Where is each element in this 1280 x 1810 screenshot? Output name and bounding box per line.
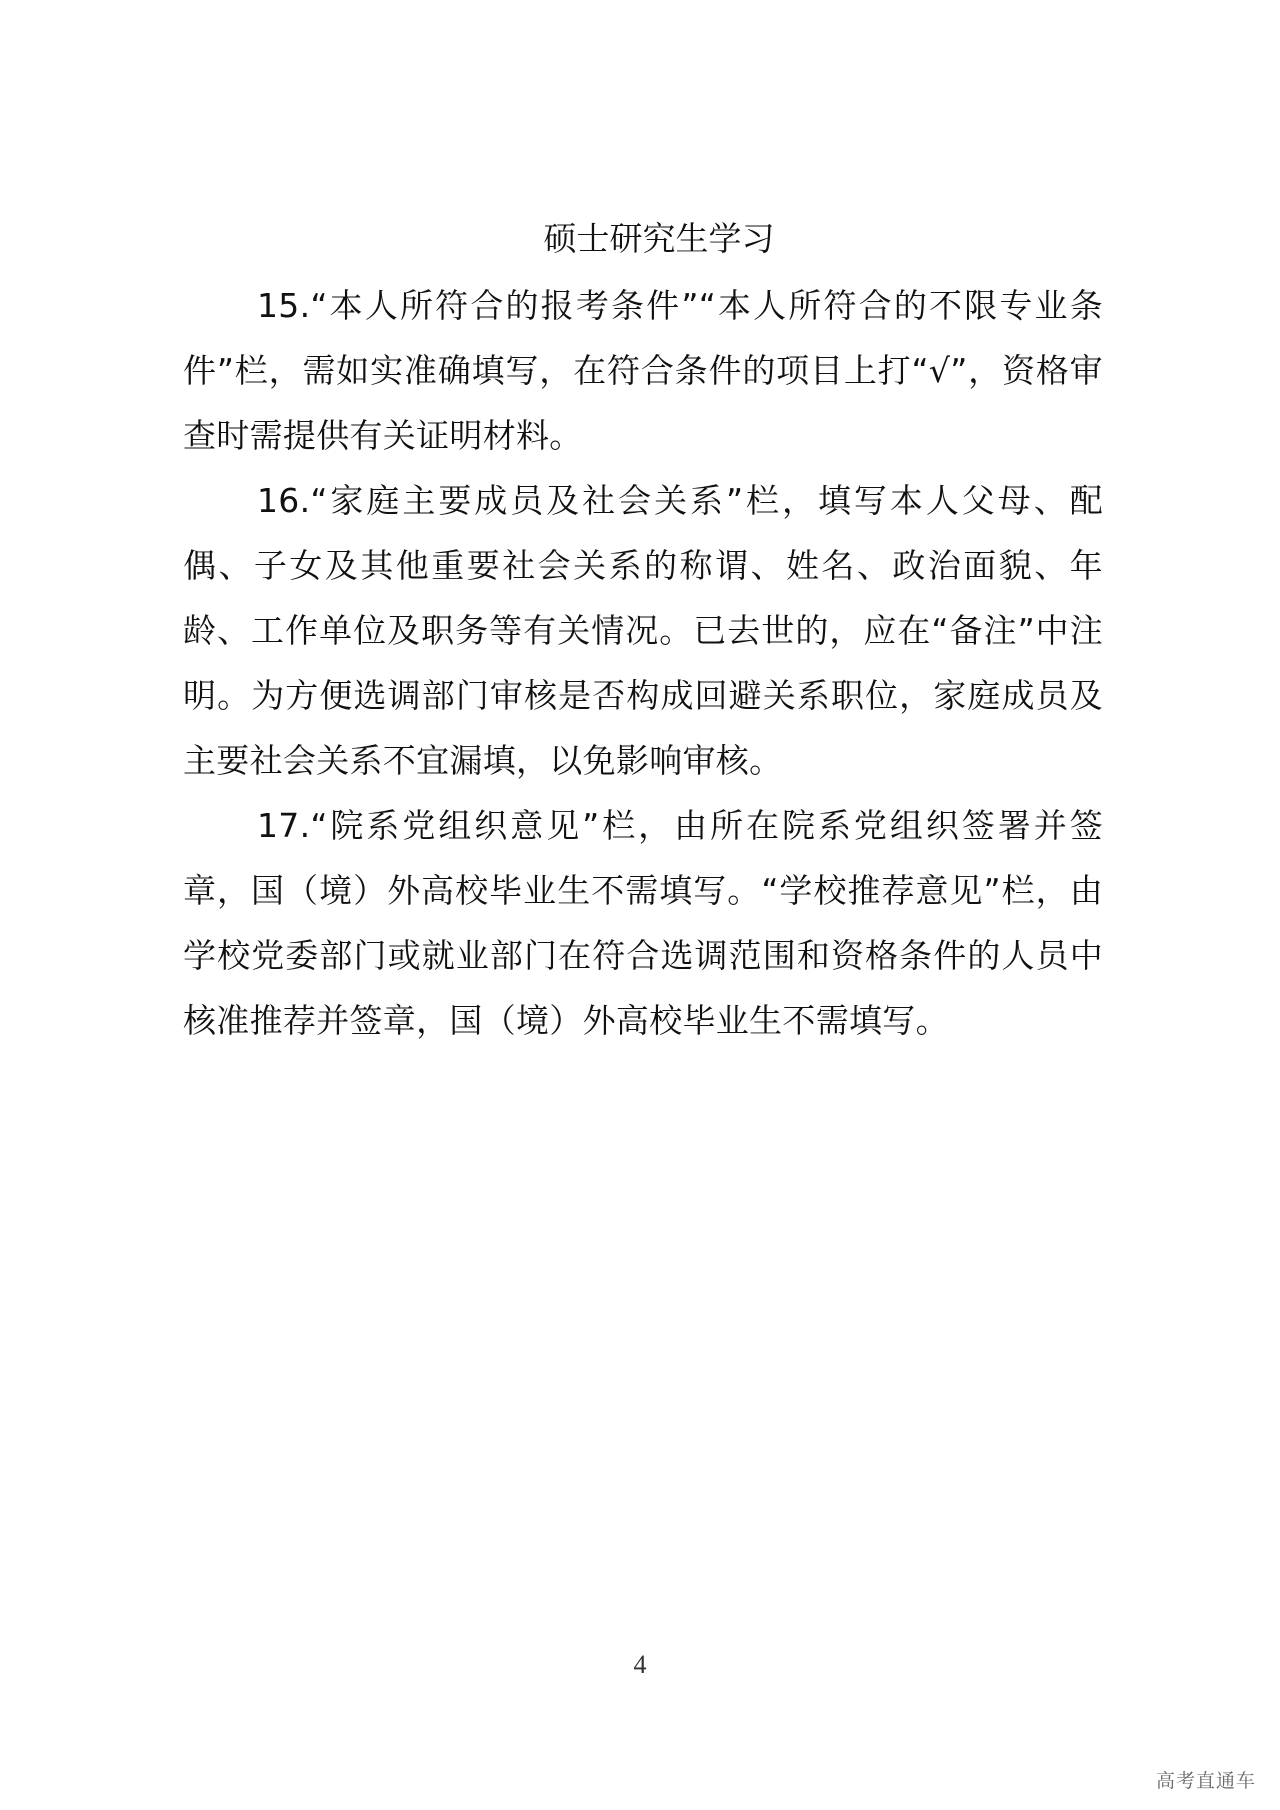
page-number: 4 [633,1650,647,1679]
paragraph-17: 17.“院系党组织意见”栏，由所在院系党组织签署并签章，国（境）外高校毕业生不需填写。“学校推荐意见”栏，由学校党委部门或就业部门在符合选调范围和资格条件的人员中核准推荐并签章，国（境）外高校毕业生不需填写。 [183,806,1103,1040]
watermark-text: 高考直通车 [1155,1770,1256,1792]
body-text [183,273,1103,1053]
section-heading: 硕士研究生学习 [543,219,775,258]
paragraph-15: 15.“本人所符合的报考条件”“本人所符合的不限专业条件”栏，需如实准确填写，在符合条件的项目上打“√”，资格审查时需提供有关证明材料。 [183,286,1103,455]
paragraph-16: 16.“家庭主要成员及社会关系”栏，填写本人父母、配偶、子女及其他重要社会关系的称谓、姓名、政治面貌、年龄、工作单位及职务等有关情况。已去世的，应在“备注”中注明。为方便选调部门审核是否构成回避关系职位，家庭成员及主要社会关系不宜漏填，以免影响审核。 [183,481,1103,780]
